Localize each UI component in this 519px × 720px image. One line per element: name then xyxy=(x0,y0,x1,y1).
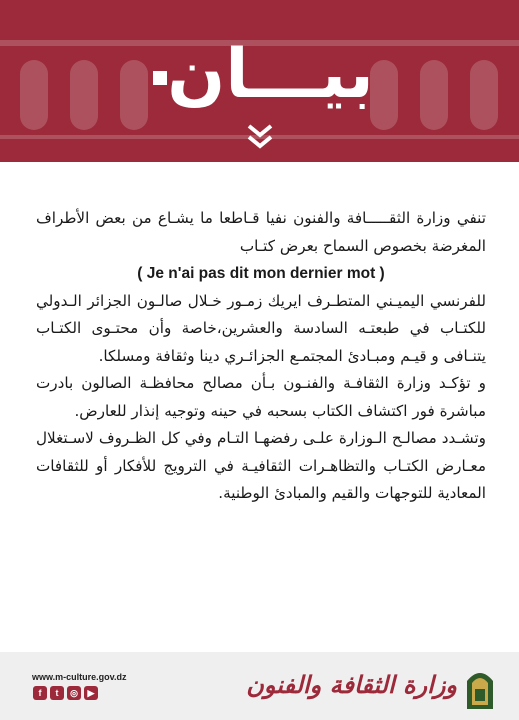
youtube-icon[interactable]: ▶ xyxy=(84,686,98,700)
twitter-icon[interactable]: t xyxy=(50,686,64,700)
double-chevron-down-icon xyxy=(243,122,277,152)
paragraph-1: تنفي وزارة الثقـــــافة والفنون نفيا قـاطعا ما يشـاع من بعض الأطراف المغرضة بخصوص السماح بعرض كتـاب xyxy=(36,209,486,255)
title-square-mark xyxy=(153,71,167,85)
paragraph-2: و تؤكـد وزارة الثقافـة والفنـون بـأن مصالح محافظـة الصالون بادرت مباشرة فور اكتشاف الكتاب بسحبه في حينه وتوجيه إنذار للعارض. xyxy=(36,374,486,420)
statement-body xyxy=(36,205,486,508)
ministry-emblem-icon xyxy=(463,665,497,709)
website-link[interactable]: www.m-culture.gov.dz xyxy=(32,672,127,682)
instagram-icon[interactable]: ◎ xyxy=(67,686,81,700)
paragraph-3: وتشـدد مصالـح الـوزارة علـى رفضهـا التـام وفي كل الظـروف لاسـتغلال معـارض الكتـاب والتظاهـرات الثقافيـة في الترويج للأفكار أو للثقافات المعادية للتوجهات والقيم والمبادئ الوطنية. xyxy=(36,429,486,502)
ministry-logo-text: وزارة الثقافة والفنون xyxy=(246,670,457,699)
facebook-icon[interactable]: f xyxy=(33,686,47,700)
book-title: ( Je n'ai pas dit mon dernier mot ) xyxy=(137,265,385,282)
social-links xyxy=(33,686,98,700)
title-wrap xyxy=(0,30,519,120)
paragraph-1b: للفرنسي اليميـني المتطـرف ايريك زمـور خـلال صالـون الجزائر الـدولي للكتـاب في طبعتـه السادسة والعشرين،خاصة وأن محتـوى الكتـاب يتنـافى و قيـم ومبـادئ المجتمـع الجزائـري دينا وثقافة ومسلكا. xyxy=(36,291,486,365)
header-banner xyxy=(0,0,519,162)
page-title: بيـــان xyxy=(145,41,374,109)
